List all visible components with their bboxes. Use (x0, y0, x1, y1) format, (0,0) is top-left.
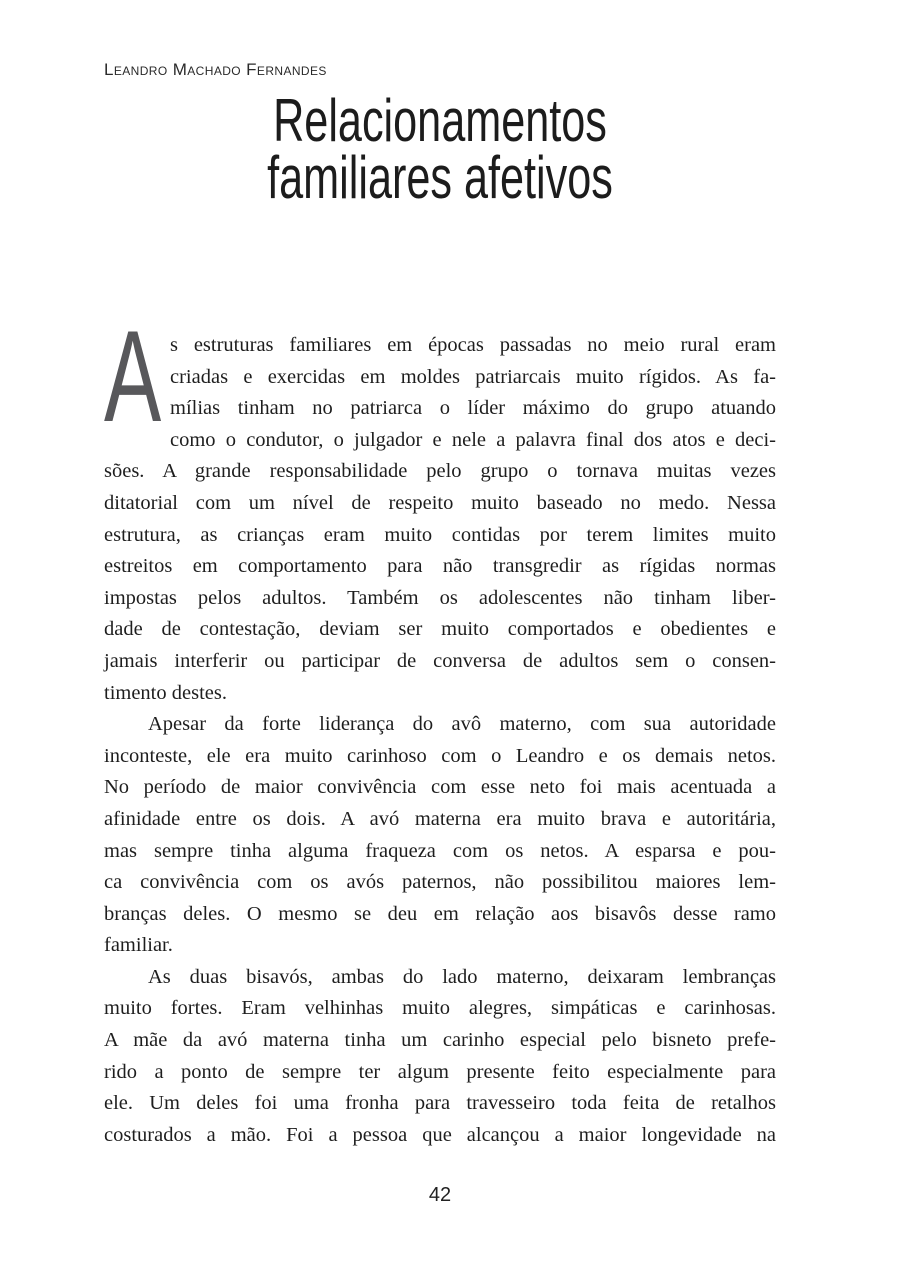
text-line: dade de contestação, deviam ser muito comportados e obedientes e (104, 618, 776, 641)
text-line: ditatorial com um nível de respeito muito baseado no medo. Nessa (104, 491, 776, 514)
paragraph-3 (104, 962, 776, 1152)
text-line: impostas pelos adultos. Também os adolescentes não tinham liber- (104, 586, 776, 609)
text-line: A mãe da avó materna tinha um carinho especial pelo bisneto prefe- (104, 1029, 776, 1052)
text-line: criadas e exercidas em moldes patriarcais muito rígidos. As fa- (170, 365, 776, 388)
text-line: ca convivência com os avós paternos, não possibilitou maiores lem- (104, 871, 776, 894)
text-line: Apesar da forte liderança do avô materno, com sua autoridade (148, 713, 776, 736)
running-header-author: Leandro Machado Fernandes (104, 60, 327, 79)
text-line: ele. Um deles foi uma fronha para travesseiro toda feita de retalhos (104, 1092, 776, 1115)
text-line: como o condutor, o julgador e nele a palavra final dos atos e deci- (170, 428, 776, 451)
text-line: mílias tinham no patriarca o líder máximo do grupo atuando (170, 397, 776, 420)
text-line: s estruturas familiares em épocas passadas no meio rural eram (170, 334, 776, 356)
text-line: As duas bisavós, ambas do lado materno, deixaram lembranças (148, 965, 776, 988)
text-line: mas sempre tinha alguma fraqueza com os netos. A esparsa e pou- (104, 839, 776, 862)
page-number: 42 (428, 1184, 452, 1206)
text-line: inconteste, ele era muito carinhoso com o Leandro e os demais netos. (104, 744, 776, 767)
paragraph-2 (104, 709, 776, 962)
text-line: familiar. (104, 934, 173, 957)
text-line: branças deles. O mesmo se deu em relação aos bisavôs desse ramo (104, 902, 776, 925)
text-line: jamais interferir ou participar de conversa de adultos sem o consen- (104, 649, 776, 672)
text-line: estreitos em comportamento para não transgredir as rígidas normas (104, 555, 776, 578)
text-line: No período de maior convivência com esse neto foi mais acentuada a (104, 776, 776, 799)
drop-cap: A (104, 303, 162, 449)
text-line: sões. A grande responsabilidade pelo grupo o tornava muitas vezes (104, 460, 776, 483)
chapter-title (104, 87, 776, 211)
text-line: muito fortes. Eram velhinhas muito alegres, simpáticas e carinhosas. (104, 997, 776, 1020)
paragraph-1 (104, 303, 776, 709)
text-line: rido a ponto de sempre ter algum presente feito especialmente para (104, 1060, 776, 1083)
text-line: timento destes. (104, 681, 227, 704)
body-text (104, 303, 776, 1151)
text-line: estrutura, as crianças eram muito contidas por terem limites muito (104, 523, 776, 546)
chapter-title-line-2: familiares afetivos (267, 144, 613, 211)
text-line: afinidade entre os dois. A avó materna era muito brava e autoritária, (104, 807, 776, 830)
text-line: costurados a mão. Foi a pessoa que alcançou a maior longevidade na (104, 1123, 776, 1146)
chapter-title-line-1: Relacionamentos (273, 87, 607, 154)
